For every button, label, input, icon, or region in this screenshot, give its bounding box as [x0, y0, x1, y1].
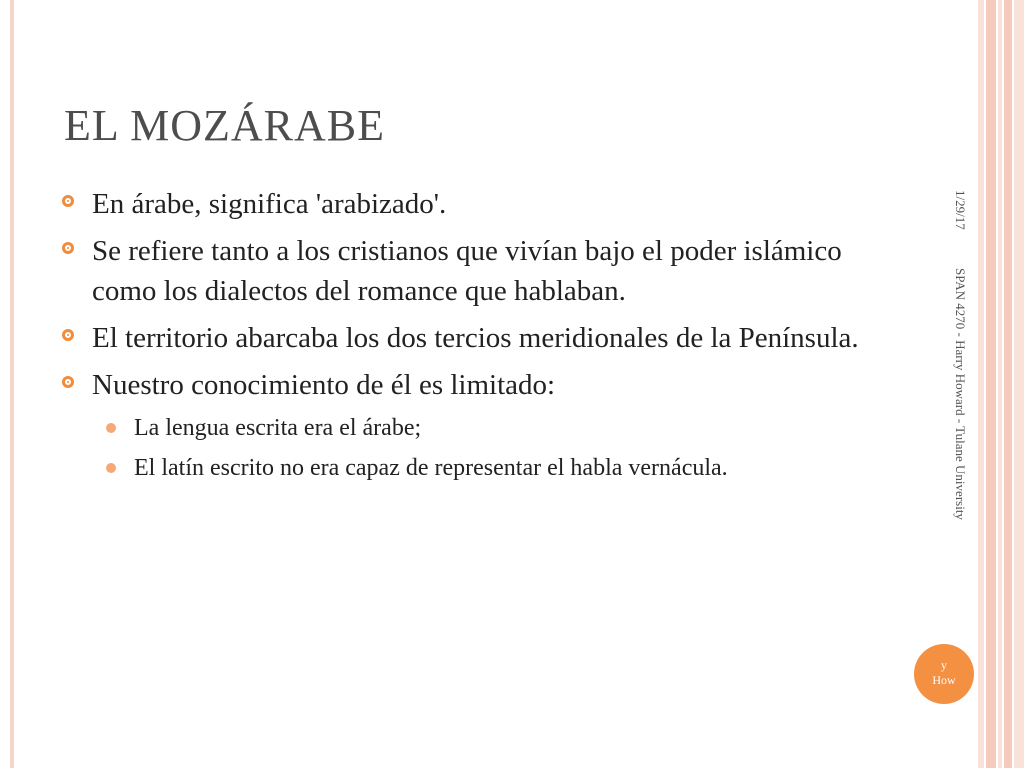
footer-date: 1/29/17 — [953, 190, 968, 230]
bullet-dot-icon — [106, 463, 116, 473]
bullet-item — [62, 365, 892, 405]
sub-bullet-text: La lengua escrita era el árabe; — [134, 415, 422, 441]
footer-course: SPAN 4270 - Harry Howard - Tulane University — [953, 268, 968, 520]
badge-line-1: y — [941, 658, 947, 672]
bullet-item — [62, 318, 892, 358]
right-decorative-stripe — [986, 0, 996, 768]
bullet-ring-icon — [62, 242, 74, 254]
slide-title: EL MOZÁRABE — [64, 101, 386, 150]
bullet-text: Se refiere tanto a los cristianos que vivían bajo el poder islámico como los dialectos del romance que hablaban. — [92, 235, 842, 307]
bullet-ring-icon — [62, 195, 74, 207]
bullet-item — [62, 184, 892, 224]
right-decorative-stripe — [1004, 0, 1012, 768]
bullet-text: En árabe, significa 'arabizado'. — [92, 188, 447, 220]
sub-bullet-item — [62, 412, 892, 444]
right-decorative-stripe — [1014, 0, 1024, 768]
sub-bullet-item — [62, 452, 892, 484]
bullet-item — [62, 231, 892, 311]
bullet-dot-icon — [106, 423, 116, 433]
bullet-ring-icon — [62, 376, 74, 388]
sub-bullet-text: El latín escrito no era capaz de representar el habla vernácula. — [134, 455, 728, 481]
slide-content — [62, 184, 892, 492]
left-decorative-stripe — [10, 0, 14, 768]
bullet-ring-icon — [62, 329, 74, 341]
badge-line-2: How — [932, 673, 956, 687]
right-decorative-stripe — [978, 0, 984, 768]
right-decorative-stripe — [998, 0, 1002, 768]
bullet-text: El territorio abarcaba los dos tercios meridionales de la Península. — [92, 322, 859, 354]
page-number-badge — [914, 644, 974, 704]
bullet-text: Nuestro conocimiento de él es limitado: — [92, 369, 556, 401]
